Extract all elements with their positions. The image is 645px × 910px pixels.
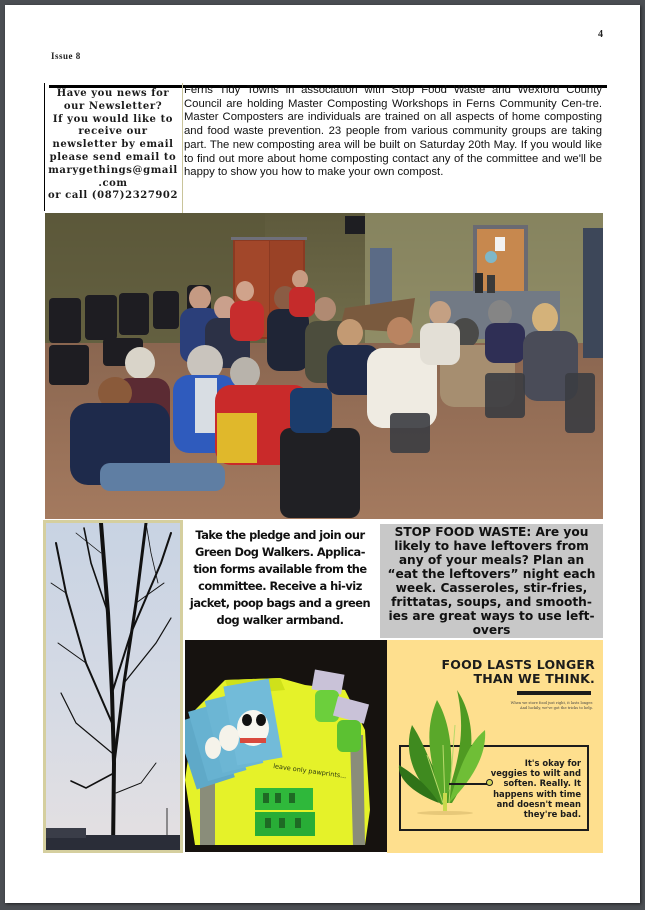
newsletter-page xyxy=(5,5,640,903)
poster-callout-text xyxy=(491,758,581,819)
news-line: If you would like to xyxy=(52,113,174,125)
contact-email-suffix: .com xyxy=(98,177,128,189)
composting-article: Ferns Tidy Towns in association with Stop Food Waste and Wexford County Council are holding Master Composting Workshops in Ferns Community Cen-tre. Master Composters are individuals are trained on all aspects of home composting and food waste prevention. 23 people from various community groups are taking part. The new composting area will be built on Saturday 20th May. If you would like to find out more about home composting contact any of the committee and we'll be happy to show you how to make your own compost. xyxy=(184,84,602,179)
news-line: newsletter by email xyxy=(52,139,174,151)
food-lasts-longer-poster xyxy=(387,640,603,853)
news-line: please send email to xyxy=(49,151,177,163)
waste-line: likely to have leftovers from xyxy=(394,539,589,553)
workshop-photo xyxy=(45,213,603,519)
spinach-leaves-illustration xyxy=(397,685,487,815)
waste-line: ies are great ways to use left- xyxy=(388,609,595,623)
poster-subtitle: When we store food just right, it lasts longer. And luckily, we've got the tricks to help. xyxy=(510,701,593,710)
green-dog-walkers-notice xyxy=(184,522,376,638)
callout-line: soften. Really. It xyxy=(503,778,581,789)
poster-title-underline xyxy=(517,691,591,695)
vest-print-text: leave only pawprints... xyxy=(272,762,347,781)
callout-line: happens with time xyxy=(493,788,581,799)
callout-line: and doesn't mean xyxy=(496,798,581,809)
dog-line: Take the pledge and join our xyxy=(195,528,365,542)
callout-connector-line xyxy=(449,783,489,785)
news-line: our Newsletter? xyxy=(63,100,163,112)
tree-photo-illustration xyxy=(46,523,180,850)
workshop-photo-illustration xyxy=(45,213,603,519)
page-number: 4 xyxy=(598,29,603,40)
dog-walker-kit-photo xyxy=(185,640,387,852)
dog-line: tion forms available from the xyxy=(193,562,367,576)
callout-line: It's okay for xyxy=(524,758,581,768)
news-line: Have you news for xyxy=(56,88,170,99)
waste-line: frittatas, soups, and smooth- xyxy=(391,595,592,609)
waste-line: week. Casseroles, stir-fries, xyxy=(395,581,588,595)
contact-email: marygethings@gmail xyxy=(48,164,178,176)
dog-line: dog walker armband. xyxy=(216,613,344,627)
callout-line: they're bad. xyxy=(523,809,581,820)
issue-label: Issue 8 xyxy=(51,51,81,61)
news-line: receive our xyxy=(78,126,148,138)
newsletter-contact-box xyxy=(44,83,181,211)
poster-title-line: THAN WE THINK. xyxy=(473,671,595,686)
poster-title-line: FOOD LASTS LONGER xyxy=(441,657,595,672)
callout-line: veggies to wilt and xyxy=(490,768,581,779)
dog-walker-kit-illustration xyxy=(185,640,387,852)
tree-photo-frame xyxy=(43,520,183,853)
poster-title xyxy=(442,658,595,686)
dog-line: committee. Receive a hi-viz xyxy=(198,579,362,593)
waste-line: any of your meals? Plan an xyxy=(398,553,585,567)
tree-photo xyxy=(46,523,180,850)
contact-phone: or call (087)2327902 xyxy=(47,190,179,202)
dog-line: Green Dog Walkers. Applica- xyxy=(195,545,365,559)
waste-line: “eat the leftovers” night each xyxy=(387,567,596,581)
waste-line: overs xyxy=(472,623,511,637)
dog-line: jacket, poop bags and a green xyxy=(189,596,371,610)
stop-food-waste-box xyxy=(380,524,603,638)
waste-line: STOP FOOD WASTE: Are you xyxy=(394,525,589,539)
